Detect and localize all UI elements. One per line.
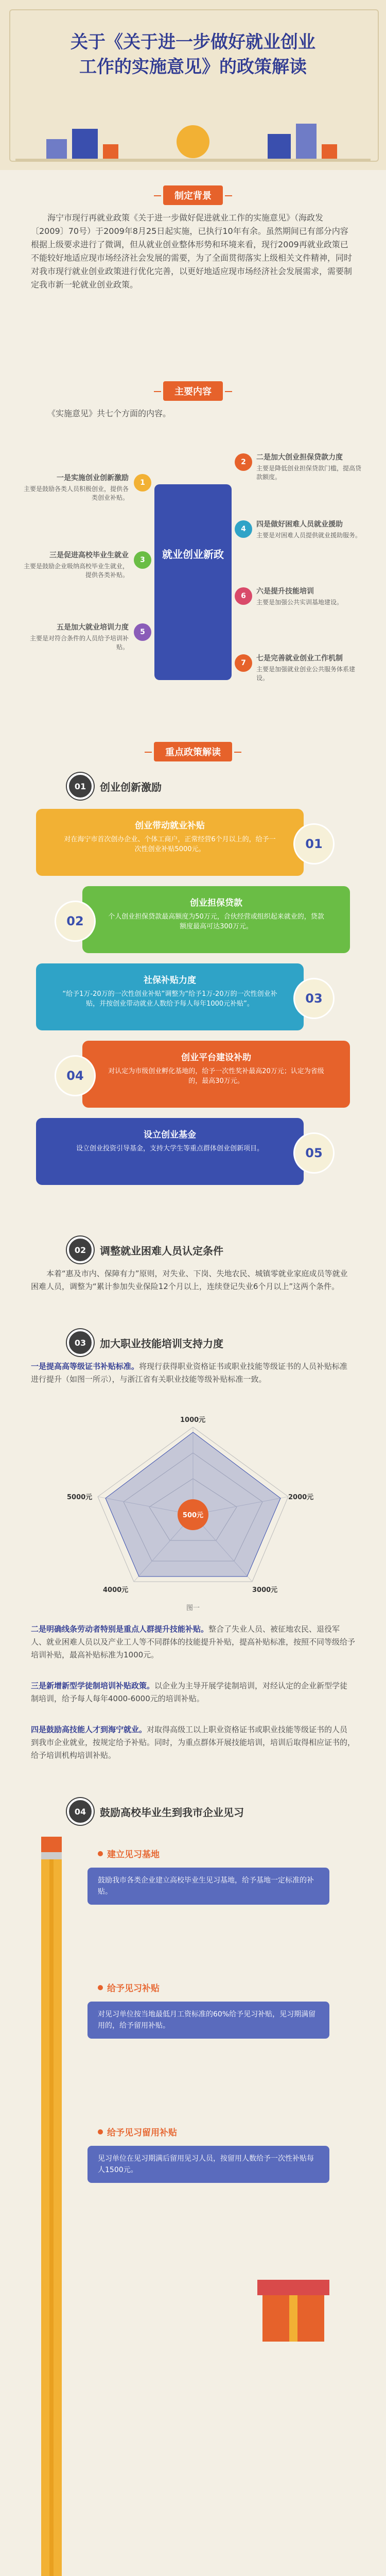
zig-number: 01 [293,823,335,865]
spoke-desc: 主要是对困难人员提供就业援助服务。 [256,532,362,539]
p2-bold: 二是明确线条劳动者特别是重点人群提升技能补贴。 [31,1624,209,1634]
page-title-line1: 关于《关于进一步做好就业创业 [71,32,315,53]
spoke-desc: 主要是鼓励企业吸纳高校毕业生就业，提供各类补贴。 [23,563,129,579]
zig-desc: 个人创业担保贷款最高额度为50万元，合伙经营或组织起来就业的，贷款额度最高可达300万元。 [108,913,324,930]
main-content-diagram [21,453,365,711]
zig-title: 设立创业基金 [144,1130,196,1140]
spoke-desc: 主要是对符合条件的人员给予培训补贴。 [29,635,129,651]
spoke-4 [256,520,364,540]
section-title: 加大职业技能培训支持力度 [100,1337,223,1350]
label-base: 建立见习基地 [98,1847,160,1860]
spoke-title: 四是做好困难人员就业援助 [256,520,343,529]
spoke-7 [256,654,364,683]
spoke-desc: 主要是加强公共实训基地建设。 [256,599,343,606]
radar-caption: 图一 [186,1604,200,1612]
zig-row-1 [36,809,350,876]
radar-label: 1000元 [180,1416,206,1424]
zig-box [36,809,304,876]
section-pill-background: 制定背景 [163,185,223,205]
card-subsidy [87,2002,329,2039]
section-02-header [67,1236,223,1263]
spoke-desc: 主要是加强就业创业公共服务体系建设。 [256,666,356,682]
p4-text: 对取得高级工以上职业资格证书或职业技能等级证书的人员到我市企业就业，按规定给予补贴。同时，为重点群体开展技能培训，培训后取得相应证书的，给予培训机构培训补贴。 [31,1725,356,1760]
zig-row-5 [36,1118,350,1185]
spoke-title: 六是提升技能培训 [256,587,314,596]
section-pill-key: 重点政策解读 [154,742,232,761]
section-03-p1 [31,1360,355,1386]
section-01-header [67,773,162,800]
section-title: 鼓励高校毕业生到我市企业见习 [100,1806,244,1819]
zig-desc: 对在海宁市首次创办企业、个体工商户，正常经营6个月以上的，给予一次性创业补贴5000元。 [64,836,276,853]
p1-bold: 一是提高高等级证书补贴标准。 [31,1362,139,1371]
section-number: 01 [67,773,94,800]
card-text: 鼓励我市各类企业建立高校毕业生见习基地，给予基地一定标准的补贴。 [98,1876,314,1896]
section-number: 03 [67,1329,94,1356]
pencil-illustration [31,1837,72,2576]
pencil-section [21,1837,365,2576]
zig-desc: “给予1万-20万的一次性创业补贴”调整为“给予1万-20万的一次性创业补贴，并按创业带动就业人数给予每人每年1000元补贴”。 [62,990,277,1008]
center-block [154,484,232,680]
spoke-title: 二是加大创业担保贷款力度 [256,453,343,462]
label-retain: 给予见习留用补贴 [98,2125,177,2138]
zig-title: 创业带动就业补贴 [135,821,205,831]
node-6: 6 [235,587,252,605]
section-title: 调整就业困难人员认定条件 [100,1244,223,1257]
section-number: 04 [67,1798,94,1825]
center-label: 就业创业新政 [162,548,224,561]
zig-desc: 设立创业投资引导基金，支持大学生等重点群体创业创新项目。 [76,1145,264,1153]
zig-number: 04 [55,1055,96,1096]
zig-number: 05 [293,1132,335,1174]
gift-illustration [247,2259,340,2352]
zig-number: 03 [293,978,335,1019]
section-03-header [67,1329,223,1356]
zig-box [36,1118,304,1185]
zig-row-3 [36,963,350,1030]
radar-label: 5000元 [67,1494,93,1501]
spoke-3 [21,551,129,580]
header-banner [0,0,386,170]
zig-desc: 对认定为市级创业孵化基地的，给予一次性奖补最高20万元；认定为省级的，最高30万元。 [108,1067,324,1085]
radar-center-label: 500元 [182,1512,204,1519]
section-02-text: 本着“惠及市内、保障有力”原则，对失业、下岗、失地农民、城镇零就业家庭成员等就业困难人员，调整为“累计参加失业保险12个月以上，连续登记失业6个月以上”这两个条件。 [31,1269,348,1291]
zig-title: 创业担保贷款 [190,898,242,908]
spoke-desc: 主要是降低创业担保贷款门槛，提高贷款额度。 [256,465,362,481]
spoke-6 [256,587,364,607]
spoke-5 [21,623,129,652]
background-paragraph: 海宁市现行再就业政策《关于进一步做好促进就业工作的实施意见》（海政发〔2009〕70号）于2009年8月25日起实施，已执行10年有余。虽然期间已有部分内容根据上级要求进行了微调，但从就业创业整体形势和环境来看，现行2009再就业政策已不能较好地适应现市场经济社会发展的需要，为了全面贯彻落实上级相关文件精神，同时对我市现行就业创业政策进行优化完善，以更好地适应现市场经济社会发展需求，需要制定我市新一轮就业创业政策。 [31,213,353,290]
node-5: 5 [134,623,151,641]
spoke-title: 七是完善就业创业工作机制 [256,654,343,663]
node-7: 7 [235,654,252,672]
zig-box [82,1041,350,1108]
zig-box [36,963,304,1030]
section-03-p2 [31,1623,355,1662]
section-01-zigzag [36,809,350,1200]
spoke-title: 一是实施创业创新激励 [57,474,129,482]
main-intro: 《实施意见》共七个方面的内容。 [47,409,171,418]
zig-title: 社保补贴力度 [144,975,196,986]
radar-label: 3000元 [252,1586,278,1594]
spoke-2 [256,453,364,482]
zig-title: 创业平台建设补助 [181,1053,251,1063]
section-04-header [67,1798,244,1825]
card-base [87,1868,329,1905]
spoke-1 [21,474,129,502]
card-retain [87,2146,329,2183]
section-03-p4 [31,1723,355,1762]
zig-row-4 [36,1041,350,1108]
node-1: 1 [134,474,151,492]
zig-box [82,886,350,953]
label-subsidy: 给予见习补贴 [98,1981,160,1994]
section-pill-main: 主要内容 [163,381,223,401]
spoke-title: 五是加大就业培训力度 [57,623,129,632]
node-3: 3 [134,551,151,569]
zig-number: 02 [55,901,96,942]
section-title: 创业创新激励 [100,781,162,793]
p3-text: 以企业为主导开展学徒制培训，对经认定的企业新型学徒制培训，给予每人每年4000-6000元的培训补贴。 [31,1681,348,1703]
node-4: 4 [235,520,252,538]
page-title-line2: 工作的实施意见》的政策解读 [79,57,307,77]
zig-row-2 [36,886,350,953]
p2-text: 整合了失业人员、被征地农民、退役军人、就业困难人员以及产业工人等不同群体的技能提升补贴，提高补贴标准，按照不同等级给予培训补贴，最高补贴标准为1000元。 [31,1624,356,1659]
card-text: 对见习单位按当地最低月工资标准的60%给予见习补贴，见习期满留用的，给予留用补贴。 [98,2010,316,2030]
p4-bold: 四是鼓励高技能人才到海宁就业。 [31,1725,147,1734]
radar-chart [77,1412,309,1597]
header-illustration [0,103,386,165]
radar-label: 4000元 [103,1586,129,1594]
spoke-title: 三是促进高校毕业生就业 [49,551,129,560]
p3-bold: 三是新增新型学徒制培训补贴政策。 [31,1681,155,1690]
card-text: 见习单位在见习期满后留用见习人员，按留用人数给予一次性补贴每人1500元。 [98,2155,314,2174]
radar-label: 2000元 [288,1494,314,1501]
section-number: 02 [67,1236,94,1263]
p1-text: 将现行获得职业资格证书或职业技能等级证书的人员补贴标准进行提升（如图一所示），与浙江省有关职业技能等级补贴标准一致。 [31,1362,348,1384]
section-03-p3 [31,1680,355,1705]
node-2: 2 [235,453,252,471]
spoke-desc: 主要是鼓励各类人员积极创业，提供各类创业补贴。 [23,485,129,501]
